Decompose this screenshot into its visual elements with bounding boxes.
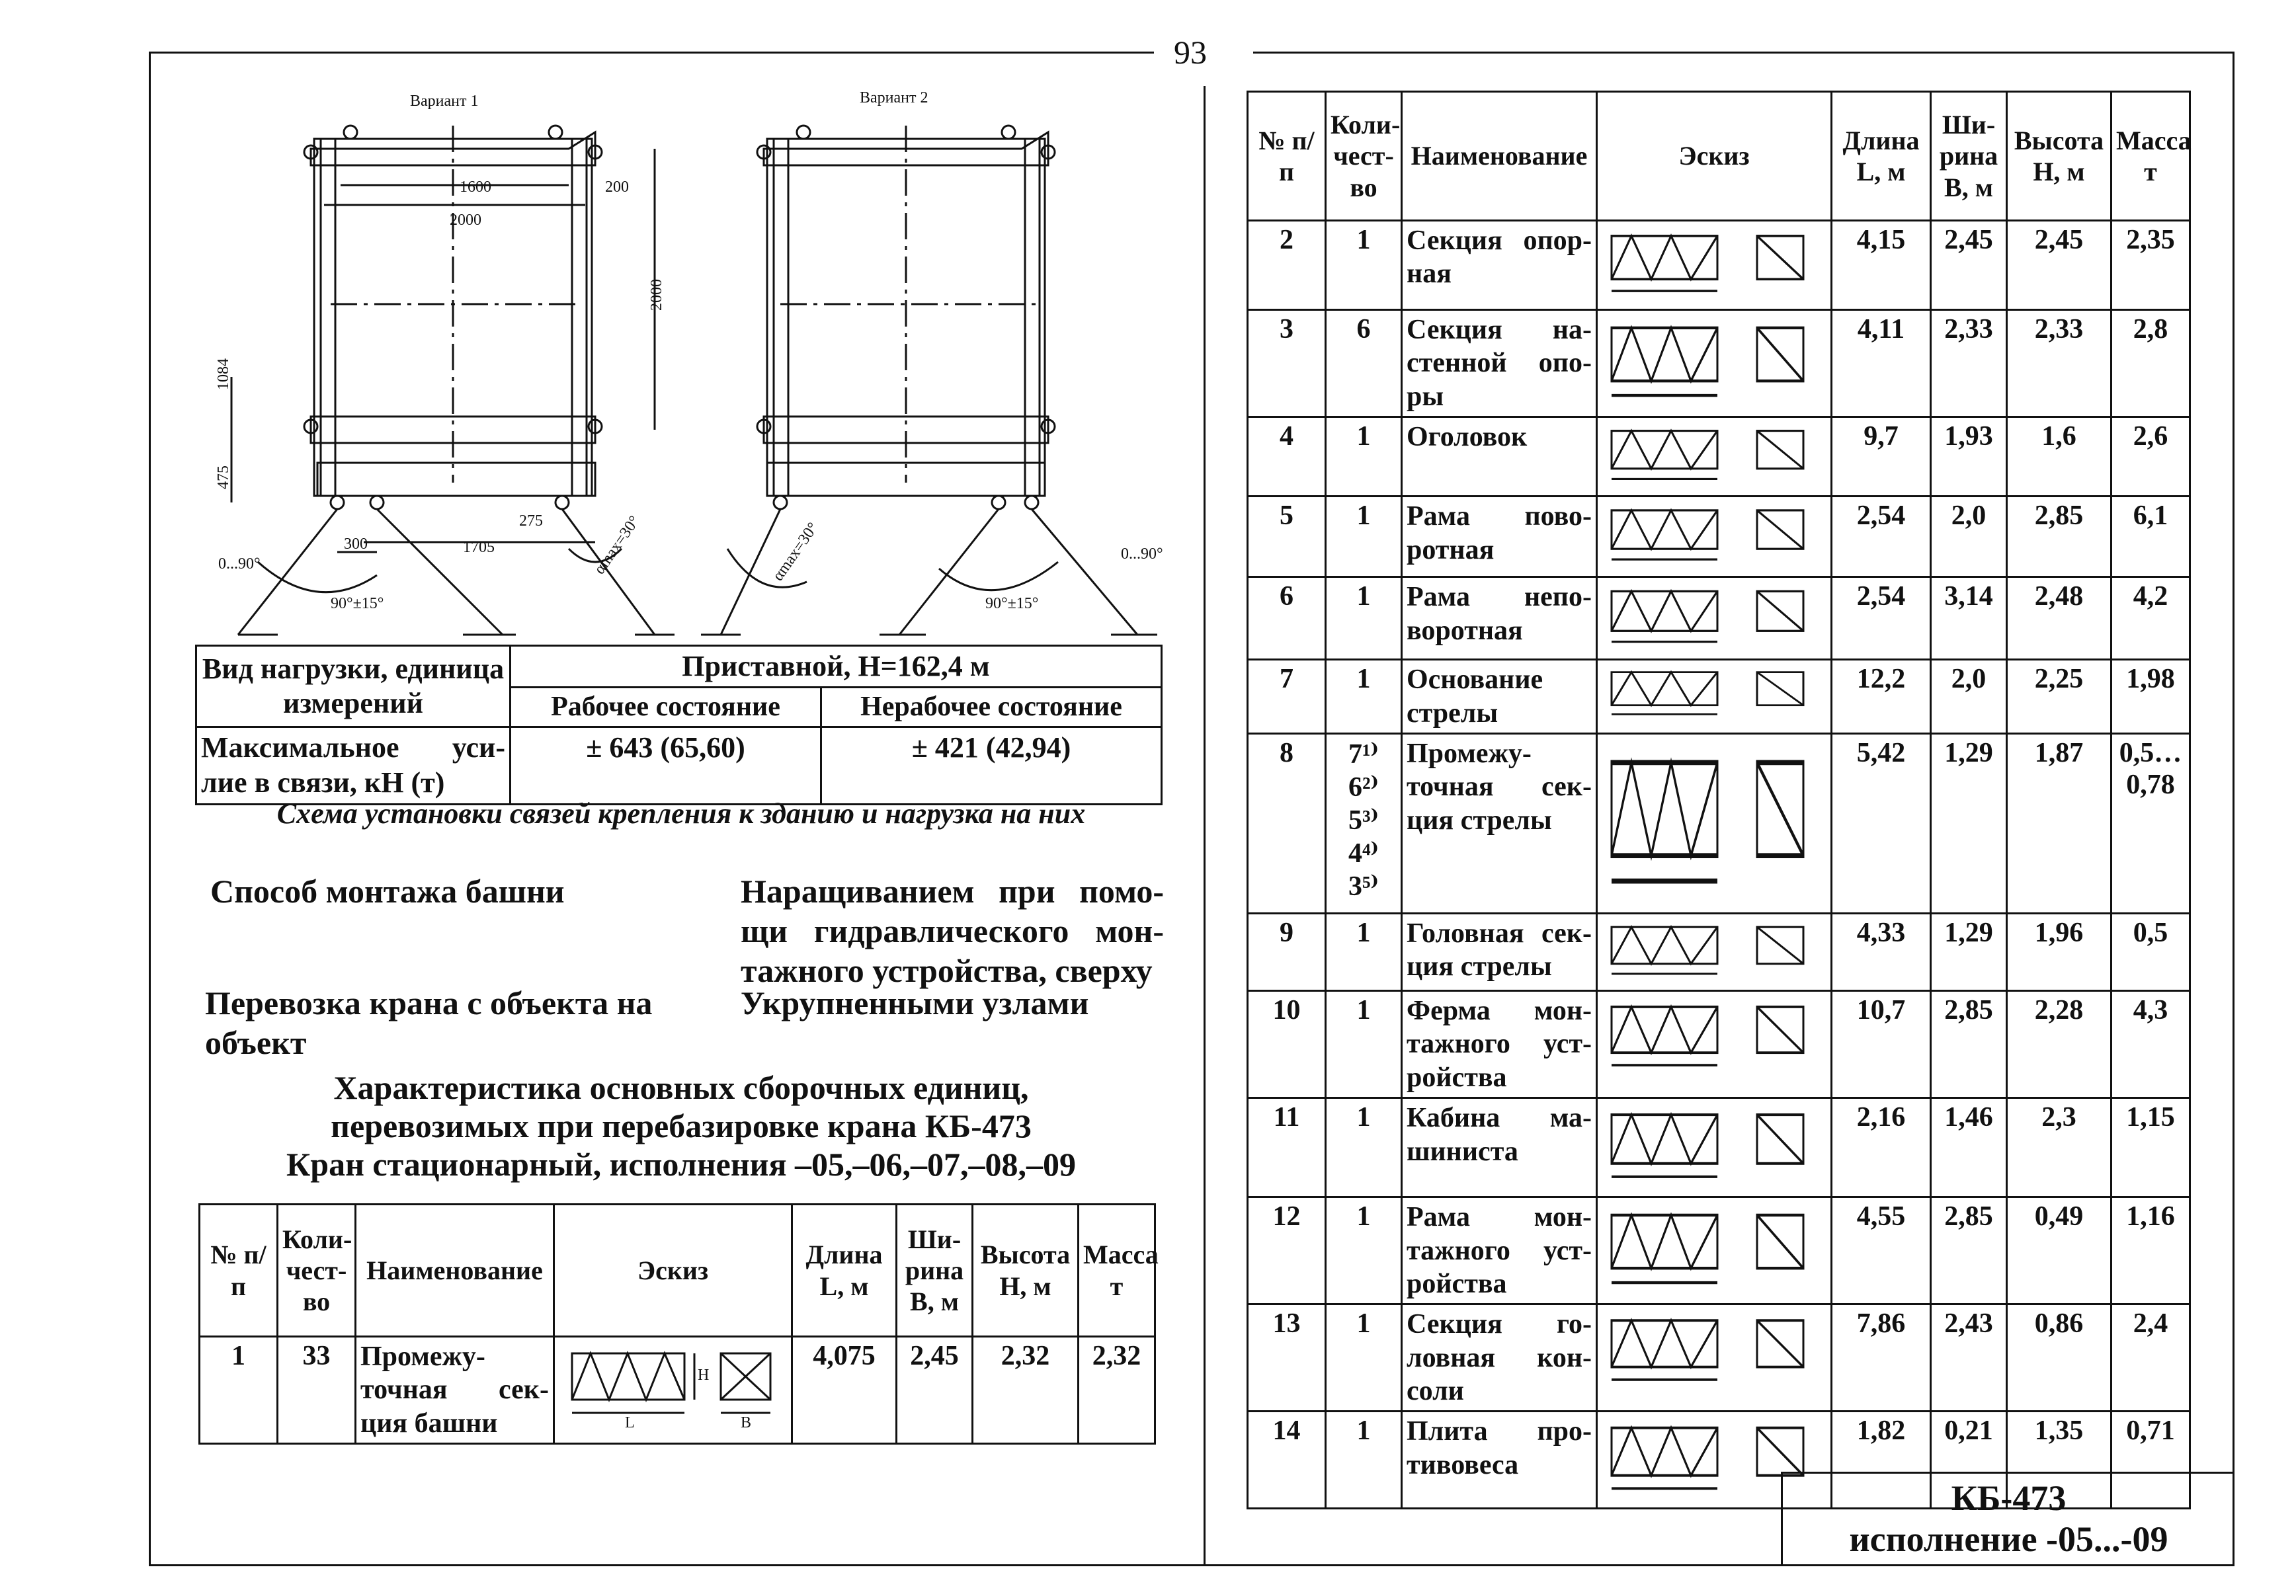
- col-sketch: Эскиз: [554, 1205, 792, 1337]
- row-no: 14: [1248, 1412, 1326, 1509]
- row-sketch: [1597, 1197, 1832, 1304]
- row-no: 9: [1248, 913, 1326, 990]
- table-row: [1248, 417, 2190, 497]
- table-row: [1248, 310, 2190, 417]
- row-sketch: [1597, 577, 1832, 660]
- attachment-scheme-drawing: [198, 86, 1164, 645]
- row-name: Секция го-ловная кон-соли: [1402, 1304, 1597, 1412]
- row-name: Ферма мон-тажного уст-ройства: [1402, 990, 1597, 1097]
- row-name: Рама мон-тажного уст-ройства: [1402, 1197, 1597, 1304]
- row-qty: 7¹⁾ 6²⁾ 5³⁾ 4⁴⁾ 3⁵⁾: [1326, 733, 1402, 913]
- row-height: 1,35: [2007, 1412, 2112, 1509]
- row-mass: 0,5: [2112, 913, 2190, 990]
- dim-2000: 2000: [450, 212, 481, 229]
- row-length: 5,42: [1832, 733, 1931, 913]
- sketch-l-label: L: [625, 1414, 635, 1431]
- work-state-header: Рабочее состояние: [511, 687, 821, 727]
- row-qty: 1: [1326, 660, 1402, 734]
- row-sketch: [1597, 733, 1832, 913]
- row-width: 2,33: [1931, 310, 2007, 417]
- work-force-value: ± 643 (65,60): [511, 727, 821, 805]
- row-width: 2,43: [1931, 1304, 2007, 1412]
- row-mass: 1,98: [2112, 660, 2190, 734]
- row-width: 3,14: [1931, 577, 2007, 660]
- row-mass: 1,16: [2112, 1197, 2190, 1304]
- row-width: 0,21: [1931, 1412, 2007, 1509]
- row-name: Рама пово-ротная: [1402, 497, 1597, 577]
- mounting-value: Наращиванием при помо-щи гидравлического мон-тажного устройства, сверху: [741, 873, 1164, 989]
- row-name: Секция на-стенной опо-ры: [1402, 310, 1597, 417]
- row-height: 2,32: [973, 1337, 1079, 1444]
- row-qty: 1: [1326, 417, 1402, 497]
- sketch-drawing: [1602, 1101, 1820, 1190]
- characteristics-title-line2: перевозимых при перебазировке крана КБ-473: [331, 1107, 1032, 1144]
- sketch-h-label: H: [698, 1367, 710, 1384]
- max-force-label: Максимальное уси-лие в связи, кН (т): [196, 727, 511, 805]
- row-no: 2: [1248, 221, 1326, 310]
- row-width: 2,0: [1931, 660, 2007, 734]
- sketch-tower-section: [559, 1340, 784, 1433]
- row-sketch: [1597, 221, 1832, 310]
- assembly-table-left: [198, 1203, 1159, 1445]
- col-mass: Масса т: [1079, 1205, 1155, 1337]
- row-length: 4,33: [1832, 913, 1931, 990]
- row-qty: 1: [1326, 497, 1402, 577]
- row-length: 4,11: [1832, 310, 1931, 417]
- row-qty: 1: [1326, 1304, 1402, 1412]
- row-sketch: [1597, 660, 1832, 734]
- nonwork-force-value: ± 421 (42,94): [821, 727, 1162, 805]
- dim-2000-vertical: 2000: [648, 279, 665, 311]
- transport-label: Перевозка крана с объекта на объект: [205, 984, 653, 1061]
- row-no: 12: [1248, 1197, 1326, 1304]
- row-length: 4,15: [1832, 221, 1931, 310]
- sketch-drawing: [1602, 313, 1820, 410]
- row-length: 1,82: [1832, 1412, 1931, 1509]
- row-sketch: [1597, 1098, 1832, 1197]
- col-no: № п/п: [200, 1205, 278, 1337]
- scheme-caption: Схема установки связей крепления к зданию и нагрузка на них: [276, 797, 1086, 830]
- sketch-drawing: [1602, 663, 1820, 723]
- table-row: [1248, 577, 2190, 660]
- col-height: Высота H, м: [2007, 92, 2112, 221]
- row-name: Рама непо-воротная: [1402, 577, 1597, 660]
- variant2-label: Вариант 2: [860, 89, 928, 106]
- row-length: 2,54: [1832, 577, 1931, 660]
- characteristics-title-line3: Кран стационарный, исполнения –05,–06,–07,–08,–09: [286, 1146, 1076, 1183]
- title-block: [1781, 1472, 2234, 1566]
- assembly-table-right: [1247, 91, 2191, 1509]
- row-width: 1,29: [1931, 733, 2007, 913]
- col-qty: Коли-чест-во: [1326, 92, 1402, 221]
- row-height: 2,3: [2007, 1098, 2112, 1197]
- row-sketch: [1597, 1304, 1832, 1412]
- row-length: 10,7: [1832, 990, 1931, 1097]
- row-height: 2,85: [2007, 497, 2112, 577]
- dim-475: 475: [215, 465, 232, 489]
- row-mass: 2,32: [1079, 1337, 1155, 1444]
- row-name: Кабина ма-шиниста: [1402, 1098, 1597, 1197]
- characteristics-title-line1: Характеристика основных сборочных единиц,: [333, 1069, 1029, 1106]
- page-number: 93: [1174, 34, 1207, 71]
- variant1-label: Вариант 1: [410, 93, 479, 110]
- row-no: 5: [1248, 497, 1326, 577]
- row-qty: 1: [1326, 913, 1402, 990]
- row-sketch: [554, 1337, 792, 1444]
- angle-left: 0...90°: [218, 555, 261, 573]
- row-mass: 2,35: [2112, 221, 2190, 310]
- row-name: Плита про-тивовеса: [1402, 1412, 1597, 1509]
- sketch-drawing: [1602, 500, 1820, 570]
- row-name: Промежу-точная сек-ция башни: [356, 1337, 554, 1444]
- table-row: [1248, 660, 2190, 734]
- dim-1084: 1084: [215, 358, 232, 390]
- load-group-header: Приставной, H=162,4 м: [511, 646, 1162, 688]
- row-name: Оголовок: [1402, 417, 1597, 497]
- row-qty: 1: [1326, 1098, 1402, 1197]
- alpha-max-v2: αmax=30°: [769, 519, 822, 584]
- row-no: 3: [1248, 310, 1326, 417]
- sketch-drawing: [1602, 420, 1820, 489]
- col-mass: Масса т: [2112, 92, 2190, 221]
- row-qty: 33: [278, 1337, 356, 1444]
- sketch-drawing: [1602, 994, 1820, 1078]
- sketch-drawing: [1602, 917, 1820, 984]
- row-name: Головная сек-ция стрелы: [1402, 913, 1597, 990]
- row-height: 1,96: [2007, 913, 2112, 990]
- dim-1600: 1600: [460, 179, 491, 196]
- row-name: Основание стрелы: [1402, 660, 1597, 734]
- row-no: 13: [1248, 1304, 1326, 1412]
- row-mass: 2,6: [2112, 417, 2190, 497]
- row-width: 1,29: [1931, 913, 2007, 990]
- row-height: 1,87: [2007, 733, 2112, 913]
- sketch-drawing: [1602, 1308, 1820, 1392]
- col-width: Ши-рина B, м: [897, 1205, 973, 1337]
- row-width: 2,85: [1931, 990, 2007, 1097]
- row-length: 9,7: [1832, 417, 1931, 497]
- sketch-b-label: B: [741, 1414, 752, 1431]
- row-sketch: [1597, 417, 1832, 497]
- row-no: 1: [200, 1337, 278, 1444]
- row-sketch: [1597, 310, 1832, 417]
- row-length: 2,16: [1832, 1098, 1931, 1197]
- row-height: 1,6: [2007, 417, 2112, 497]
- transport-value: Укрупненными узлами: [741, 984, 1089, 1021]
- angle-v2: 90°±15°: [985, 595, 1039, 612]
- table-row: [1248, 1197, 2190, 1304]
- row-name: Секция опор-ная: [1402, 221, 1597, 310]
- row-length: 4,55: [1832, 1197, 1931, 1304]
- nonwork-state-header: Нерабочее состояние: [821, 687, 1162, 727]
- row-width: 2,85: [1931, 1197, 2007, 1304]
- col-qty: Коли-чест-во: [278, 1205, 356, 1337]
- row-no: 7: [1248, 660, 1326, 734]
- col-sketch: Эскиз: [1597, 92, 1832, 221]
- row-mass: 2,8: [2112, 310, 2190, 417]
- row-mass: 4,2: [2112, 577, 2190, 660]
- row-width: 1,46: [1931, 1098, 2007, 1197]
- col-width: Ши-рина B, м: [1931, 92, 2007, 221]
- row-mass: 0,71: [2112, 1412, 2190, 1509]
- table-row: [1248, 913, 2190, 990]
- dim-200: 200: [605, 179, 629, 196]
- row-name: Промежу-точная сек-ция стрелы: [1402, 733, 1597, 913]
- table-row: [1248, 1304, 2190, 1412]
- row-sketch: [1597, 497, 1832, 577]
- row-length: 7,86: [1832, 1304, 1931, 1412]
- row-height: 0,86: [2007, 1304, 2112, 1412]
- table-row: [1248, 221, 2190, 310]
- row-length: 4,075: [792, 1337, 897, 1444]
- table-row: [1248, 497, 2190, 577]
- row-qty: 1: [1326, 221, 1402, 310]
- mounting-label: Способ монтажа башни: [210, 873, 565, 910]
- col-length: Длина L, м: [1832, 92, 1931, 221]
- row-sketch: [1597, 913, 1832, 990]
- row-qty: 1: [1326, 990, 1402, 1097]
- dim-275: 275: [519, 512, 543, 530]
- row-length: 2,54: [1832, 497, 1931, 577]
- col-height: Высота H, м: [973, 1205, 1079, 1337]
- load-type-header: Вид нагрузки, единица измерений: [196, 646, 511, 727]
- row-mass: 0,5… 0,78: [2112, 733, 2190, 913]
- table-row: [1248, 1098, 2190, 1197]
- row-height: 2,28: [2007, 990, 2112, 1097]
- row-qty: 6: [1326, 310, 1402, 417]
- row-width: 2,0: [1931, 497, 2007, 577]
- row-no: 8: [1248, 733, 1326, 913]
- row-height: 0,49: [2007, 1197, 2112, 1304]
- col-no: № п/п: [1248, 92, 1326, 221]
- row-height: 2,48: [2007, 577, 2112, 660]
- row-no: 6: [1248, 577, 1326, 660]
- sketch-drawing: [1602, 224, 1820, 303]
- dim-1705: 1705: [463, 539, 495, 556]
- row-mass: 1,15: [2112, 1098, 2190, 1197]
- angle-v1: 90°±15°: [331, 595, 384, 612]
- col-name: Наименование: [356, 1205, 554, 1337]
- row-no: 4: [1248, 417, 1326, 497]
- table-row: [1248, 733, 2190, 913]
- row-height: 2,33: [2007, 310, 2112, 417]
- row-mass: 4,3: [2112, 990, 2190, 1097]
- row-sketch: [1597, 990, 1832, 1097]
- row-mass: 6,1: [2112, 497, 2190, 577]
- row-height: 2,45: [2007, 221, 2112, 310]
- alpha-max-v1: αmax=30°: [591, 512, 643, 578]
- title-block-line2: исполнение -05...-09: [1849, 1519, 2168, 1559]
- col-name: Наименование: [1402, 92, 1597, 221]
- table-row: [1248, 990, 2190, 1097]
- row-height: 2,25: [2007, 660, 2112, 734]
- col-length: Длина L, м: [792, 1205, 897, 1337]
- row-qty: 1: [1326, 577, 1402, 660]
- row-qty: 1: [1326, 1412, 1402, 1509]
- sketch-drawing: [1602, 737, 1820, 906]
- row-qty: 1: [1326, 1197, 1402, 1304]
- table-row: [200, 1337, 1155, 1444]
- row-width: 2,45: [897, 1337, 973, 1444]
- sketch-drawing: [1602, 1201, 1820, 1297]
- dim-300: 300: [344, 536, 368, 553]
- row-length: 12,2: [1832, 660, 1931, 734]
- row-no: 11: [1248, 1098, 1326, 1197]
- row-width: 1,93: [1931, 417, 2007, 497]
- title-block-line1: КБ-473: [1951, 1478, 2067, 1518]
- sketch-drawing: [1602, 580, 1820, 653]
- load-table: [195, 645, 1163, 805]
- row-mass: 2,4: [2112, 1304, 2190, 1412]
- row-no: 10: [1248, 990, 1326, 1097]
- row-width: 2,45: [1931, 221, 2007, 310]
- angle-right: 0...90°: [1121, 545, 1163, 563]
